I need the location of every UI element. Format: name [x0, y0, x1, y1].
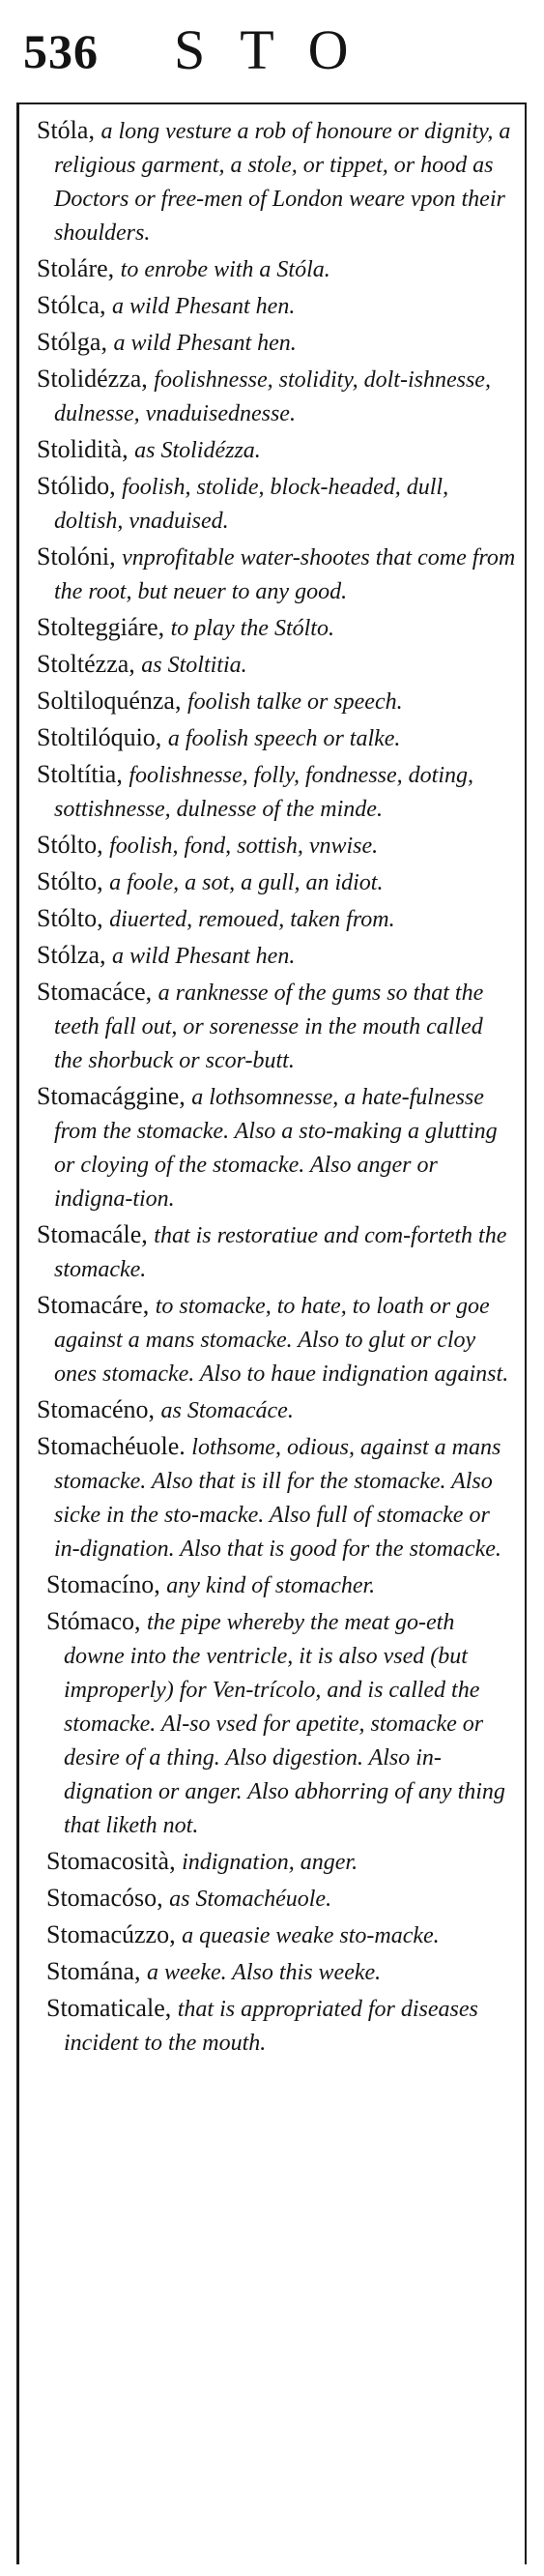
entry-headword: Stomacosità, — [46, 1847, 176, 1875]
dictionary-entry — [46, 1955, 517, 1989]
entry-definition: to stomacke, to hate, to loath or goe against a mans stomacke. Also to glut or cloy ones stomacke. Also to haue indignation against. — [54, 1294, 509, 1387]
dictionary-entry — [37, 685, 517, 718]
entry-headword: Soltiloquénza, — [37, 687, 182, 715]
dictionary-entry — [37, 1430, 517, 1566]
entry-headword: Stoltítia, — [37, 760, 123, 788]
entry-headword: Stolidità, — [37, 435, 129, 463]
entry-definition: a wild Phesant hen. — [112, 294, 296, 319]
dictionary-entry — [37, 829, 517, 863]
entry-headword: Stomána, — [46, 1957, 141, 1985]
dictionary-entry — [37, 976, 517, 1077]
entry-headword: Stoláre, — [37, 254, 115, 282]
entry-definition: as Stoltitia. — [141, 653, 247, 678]
entry-definition: a ranknesse of the gums so that the teeth fall out, or sorenesse in the mouth called the shorbuck or scor-butt. — [54, 981, 484, 1073]
page-number: 536 — [23, 24, 99, 78]
entry-headword: Stólza, — [37, 941, 106, 969]
page-header — [0, 0, 544, 97]
entry-headword: Stomaticale, — [46, 1994, 172, 2022]
dictionary-entry — [37, 470, 517, 538]
entry-headword: Stomacúzzo, — [46, 1920, 176, 1948]
entry-headword: Stomacíno, — [46, 1570, 160, 1598]
entry-headword: Stólto, — [37, 867, 103, 895]
entry-definition: that is appropriated for diseases incident to the mouth. — [64, 1997, 478, 2056]
entry-headword: Stólca, — [37, 291, 106, 319]
entry-definition: vnprofitable water-shootes that come from the root, but neuer to any good. — [54, 545, 516, 604]
entry-definition: foolish, stolide, block-headed, dull, doltish, vnaduised. — [54, 475, 449, 534]
entry-headword: Stomacáre, — [37, 1291, 150, 1319]
entry-definition: a wild Phesant hen. — [112, 944, 296, 969]
entry-definition: foolishnesse, stolidity, dolt-ishnesse, dulnesse, vnaduisednesse. — [54, 367, 491, 426]
entry-definition: foolish talke or speech. — [186, 689, 403, 715]
entry-definition: to enrobe with a Stóla. — [120, 257, 330, 282]
dictionary-entry — [46, 1845, 517, 1879]
dictionary-entry — [46, 1605, 517, 1842]
dictionary-entry — [37, 939, 517, 973]
entry-definition: to play the Stólto. — [170, 616, 334, 641]
dictionary-entry — [37, 289, 517, 323]
dictionary-entry — [37, 902, 517, 936]
entry-definition: as Stomacáce. — [160, 1398, 294, 1423]
entry-list — [37, 114, 517, 2060]
dictionary-entry — [37, 758, 517, 826]
entry-headword: Stomacággine, — [37, 1082, 186, 1110]
entry-headword: Stóla, — [37, 116, 95, 144]
dictionary-entry — [37, 721, 517, 755]
entry-headword: Stolidézza, — [37, 365, 148, 393]
dictionary-entry — [46, 1568, 517, 1602]
entry-definition: a wild Phesant hen. — [113, 331, 297, 356]
entry-definition: the pipe whereby the meat go-eth downe into the ventricle, it is also vsed (but improperly) for Ven-trícolo, and is called the stomacke. Al-so vsed for apetite, stomacke or desire of a thing. Also digestion. Also in-dignation or anger. Also abhorring of any thing that liketh not. — [64, 1610, 505, 1838]
entry-headword: Stomachéuole. — [37, 1432, 186, 1460]
dictionary-entry — [37, 1289, 517, 1390]
entry-definition: a foole, a sot, a gull, an idiot. — [109, 870, 384, 895]
dictionary-entry — [37, 648, 517, 682]
entry-definition: that is restoratiue and com-forteth the stomacke. — [54, 1223, 507, 1282]
dictionary-entry — [37, 363, 517, 430]
entry-headword: Stomacéno, — [37, 1395, 156, 1423]
entry-headword: Stólto, — [37, 831, 103, 859]
entry-headword: Stólido, — [37, 472, 116, 500]
dictionary-column — [16, 102, 527, 2564]
entry-definition: a weeke. Also this weeke. — [147, 1960, 382, 1985]
dictionary-entry — [37, 865, 517, 899]
entry-headword: Stolóni, — [37, 542, 116, 571]
entry-headword: Stomacóso, — [46, 1884, 163, 1912]
dictionary-entry — [37, 1218, 517, 1286]
entry-definition: as Stomachéuole. — [169, 1887, 332, 1912]
running-head: STO — [174, 18, 384, 81]
entry-headword: Stolteggiáre, — [37, 613, 165, 641]
dictionary-entry — [37, 252, 517, 286]
entry-definition: foolishnesse, folly, fondnesse, doting, sottishnesse, dulnesse of the minde. — [54, 763, 473, 822]
dictionary-entry — [37, 611, 517, 645]
entry-headword: Stómaco, — [46, 1607, 141, 1635]
entry-headword: Stoltilóquio, — [37, 723, 162, 751]
dictionary-entry — [37, 114, 517, 249]
entry-headword: Stólga, — [37, 328, 107, 356]
dictionary-entry — [46, 1918, 517, 1952]
entry-definition: diuerted, remoued, taken from. — [109, 907, 395, 932]
dictionary-entry — [37, 1080, 517, 1215]
entry-definition: a long vesture a rob of honoure or dignity, a religious garment, a stole, or tippet, or hood as Doctors or free-men of London weare vpon their shoulders. — [54, 119, 511, 246]
entry-headword: Stoltézza, — [37, 650, 135, 678]
dictionary-entry — [37, 326, 517, 360]
entry-definition: any kind of stomacher. — [166, 1573, 376, 1598]
entry-definition: a queasie weake sto-macke. — [182, 1923, 440, 1948]
dictionary-entry — [37, 433, 517, 467]
entry-headword: Stomacále, — [37, 1220, 148, 1248]
dictionary-entry — [37, 541, 517, 608]
entry-headword: Stólto, — [37, 904, 103, 932]
dictionary-entry — [37, 1393, 517, 1427]
dictionary-entry — [46, 1882, 517, 1916]
entry-definition: as Stolidézza. — [134, 438, 261, 463]
dictionary-entry — [46, 1992, 517, 2060]
entry-definition: indignation, anger. — [182, 1850, 358, 1875]
entry-definition: a lothsomnesse, a hate-fulnesse from the stomacke. Also a sto-making a glutting or cloying of the stomacke. Also anger or indigna-tion. — [54, 1085, 498, 1212]
entry-definition: foolish, fond, sottish, vnwise. — [109, 834, 379, 859]
entry-headword: Stomacáce, — [37, 978, 153, 1006]
entry-definition: a foolish speech or talke. — [167, 726, 401, 751]
entry-definition: lothsome, odious, against a mans stomacke. Also that is ill for the stomacke. Also sicke in the sto-macke. Also full of stomacke or in-dignation. Also that is good for the stomacke. — [54, 1435, 501, 1562]
